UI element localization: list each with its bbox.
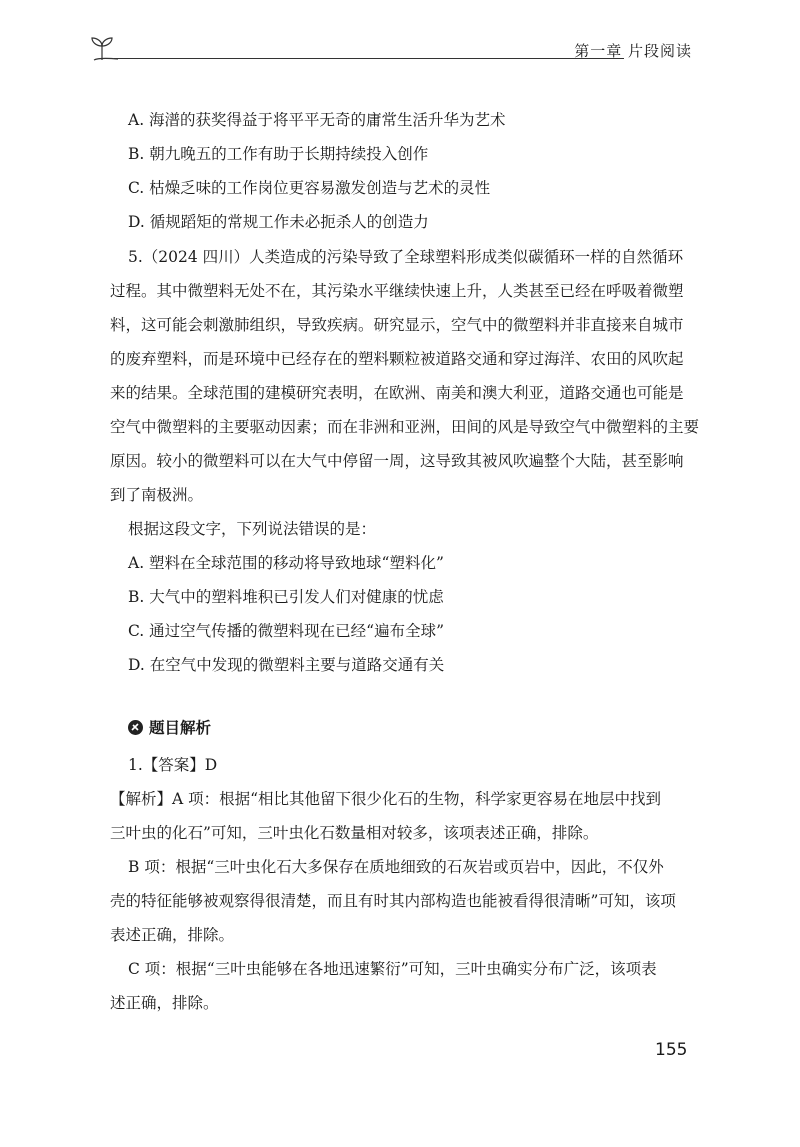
analysis-line: B 项：根据“三叶虫化石大多保存在质地细致的石灰岩或页岩中，因此，不仅外: [128, 858, 664, 876]
analysis-line: 述正确，排除。: [110, 994, 219, 1012]
question-line: 空气中微塑料的主要驱动因素；而在非洲和亚洲，田间的风是导致空气中微塑料的主要: [110, 418, 700, 436]
running-header: [88, 34, 692, 64]
option-a: A. 塑料在全球范围的移动将导致地球“塑料化”: [128, 554, 444, 572]
option-c: C. 通过空气传播的微塑料现在已经“遍布全球”: [128, 622, 445, 640]
analysis-line: 壳的特征能够被观察得很清楚，而且有时其内部构造也能被看得很清晰”可知，该项: [110, 892, 676, 910]
question-prompt: 根据这段文字，下列说法错误的是：: [128, 520, 377, 538]
option-d: D. 在空气中发现的微塑料主要与道路交通有关: [128, 656, 445, 674]
question-line: 过程。其中微塑料无处不在，其污染水平继续快速上升，人类甚至已经在呼吸着微塑: [110, 282, 684, 300]
question-line: 5.（2024 四川）人类造成的污染导致了全球塑料形成类似碳循环一样的自然循环: [128, 248, 684, 266]
analysis-heading: [128, 716, 211, 738]
question-line: 料，这可能会刺激肺组织，导致疾病。研究显示，空气中的微塑料并非直接来自城市: [110, 316, 684, 334]
option-c: C. 枯燥乏味的工作岗位更容易激发创造与艺术的灵性: [128, 179, 491, 197]
question-line: 到了南极洲。: [110, 486, 204, 504]
question-line: 的废弃塑料，而是环境中已经存在的塑料颗粒被道路交通和穿过海洋、农田的风吹起: [110, 350, 684, 368]
analysis-heading-text: 题目解析: [149, 719, 212, 737]
question-line: 原因。较小的微塑料可以在大气中停留一周，这导致其被风吹遍整个大陆，甚至影响: [110, 452, 684, 470]
option-a: A. 海潽的获奖得益于将平平无奇的庸常生活升华为艺术: [128, 111, 506, 129]
option-b: B. 大气中的塑料堆积已引发人们对健康的忧虑: [128, 588, 444, 606]
previous-options: [128, 103, 688, 239]
option-b: B. 朝九晚五的工作有助于长期持续投入创作: [128, 145, 429, 163]
question-5: [110, 240, 700, 682]
analysis-line: 表述正确，排除。: [110, 926, 235, 944]
question-line: 来的结果。全球范围的建模研究表明，在欧洲、南美和澳大利亚，道路交通也可能是: [110, 384, 684, 402]
chapter-title: 第一章 片段阅读: [574, 42, 692, 60]
analysis-badge-icon: [128, 720, 143, 735]
header-rule: [114, 58, 624, 59]
option-d: D. 循规蹈矩的常规工作未必扼杀人的创造力: [128, 213, 429, 231]
analysis-line: 三叶虫的化石”可知，三叶虫化石数量相对较多，该项表述正确，排除。: [110, 824, 599, 842]
analysis-body: [110, 748, 688, 1020]
page-number: 155: [655, 1040, 688, 1060]
answer-line: 1.【答案】D: [128, 756, 218, 774]
analysis-line: 【解析】A 项：根据“相比其他留下很少化石的生物，科学家更容易在地层中找到: [110, 790, 662, 808]
analysis-line: C 项：根据“三叶虫能够在各地迅速繁衍”可知，三叶虫确实分布广泛，该项表: [128, 960, 657, 978]
